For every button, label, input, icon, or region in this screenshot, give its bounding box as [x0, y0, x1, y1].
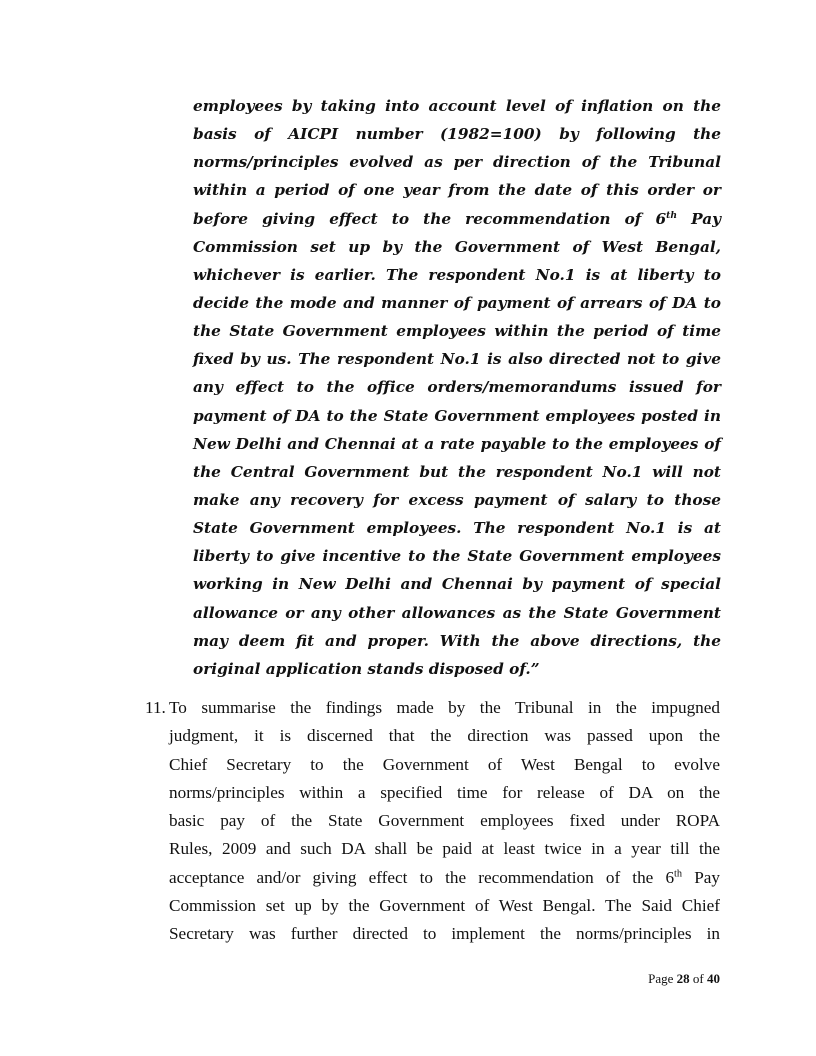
paragraph-line: norms/principles within a specified time for release of DA on the	[169, 782, 720, 802]
quote-line: allowance or any other allowances as the State Government	[193, 603, 721, 622]
quoted-order-text	[193, 92, 721, 683]
quote-line: whichever is earlier. The respondent No.1 is at liberty to	[193, 265, 721, 284]
page-word: Page	[648, 971, 674, 986]
quote-line-text: before giving effect to the recommendation of 6	[193, 209, 667, 228]
paragraph-number: 11.	[145, 698, 166, 717]
paragraph-line: Rules, 2009 and such DA shall be paid at least twice in a year till the	[169, 839, 720, 859]
quote-line: norms/principles evolved as per direction of the Tribunal	[193, 153, 721, 172]
quote-line: within a period of one year from the date of this order or	[193, 181, 721, 200]
quote-line: the Central Government but the respondent No.1 will not	[193, 462, 721, 481]
paragraph-line: basic pay of the State Government employees fixed under ROPA	[169, 811, 720, 831]
paragraph-line-with-superscript	[169, 864, 720, 892]
paragraph-line: To summarise the findings made by the Tribunal in the impugned	[169, 698, 720, 717]
paragraph-line: Secretary was further directed to implement the norms/principles in	[169, 924, 720, 944]
page-footer	[648, 971, 720, 987]
quote-line: decide the mode and manner of payment of arrears of DA to	[193, 293, 721, 312]
paragraph-line: Commission set up by the Government of West Bengal. The Said Chief	[169, 896, 720, 916]
total-pages-number: 40	[707, 971, 720, 986]
quote-line: New Delhi and Chennai at a rate payable to the employees of	[193, 434, 721, 453]
of-word: of	[692, 971, 704, 986]
quote-line: liberty to give incentive to the State Government employees	[193, 547, 721, 566]
paragraph-line: Chief Secretary to the Government of West Bengal to evolve	[169, 754, 720, 774]
quote-line: original application stands disposed of.”	[193, 659, 540, 678]
quote-line: Commission set up by the Government of West Bengal,	[193, 237, 721, 256]
quote-line: any effect to the office orders/memorandums issued for	[193, 378, 721, 397]
quote-line: make any recovery for excess payment of salary to those	[193, 490, 721, 509]
quote-line-with-superscript	[193, 205, 721, 233]
superscript: th	[674, 868, 683, 880]
paragraph-line-tail: Pay	[682, 867, 721, 887]
quote-line: State Government employees. The respondent No.1 is at	[193, 519, 721, 538]
quote-line: working in New Delhi and Chennai by payment of special	[193, 575, 721, 594]
quote-line: basis of AICPI number (1982=100) by following the	[193, 125, 721, 144]
current-page-number: 28	[676, 971, 690, 986]
quote-line: the State Government employees within the period of time	[193, 322, 721, 341]
quote-line: payment of DA to the State Government employees posted in	[193, 406, 721, 425]
quote-line-tail: Pay	[677, 209, 721, 228]
quote-line: fixed by us. The respondent No.1 is also directed not to give	[193, 350, 721, 369]
quote-line: employees by taking into account level of inflation on the	[193, 97, 721, 115]
paragraph-11	[169, 694, 720, 949]
superscript: th	[666, 209, 678, 221]
paragraph-line-text: acceptance and/or giving effect to the recommendation of the 6	[169, 867, 675, 887]
paragraph-line: judgment, it is discerned that the direction was passed upon the	[169, 726, 720, 746]
quote-line: may deem fit and proper. With the above directions, the	[193, 631, 721, 650]
